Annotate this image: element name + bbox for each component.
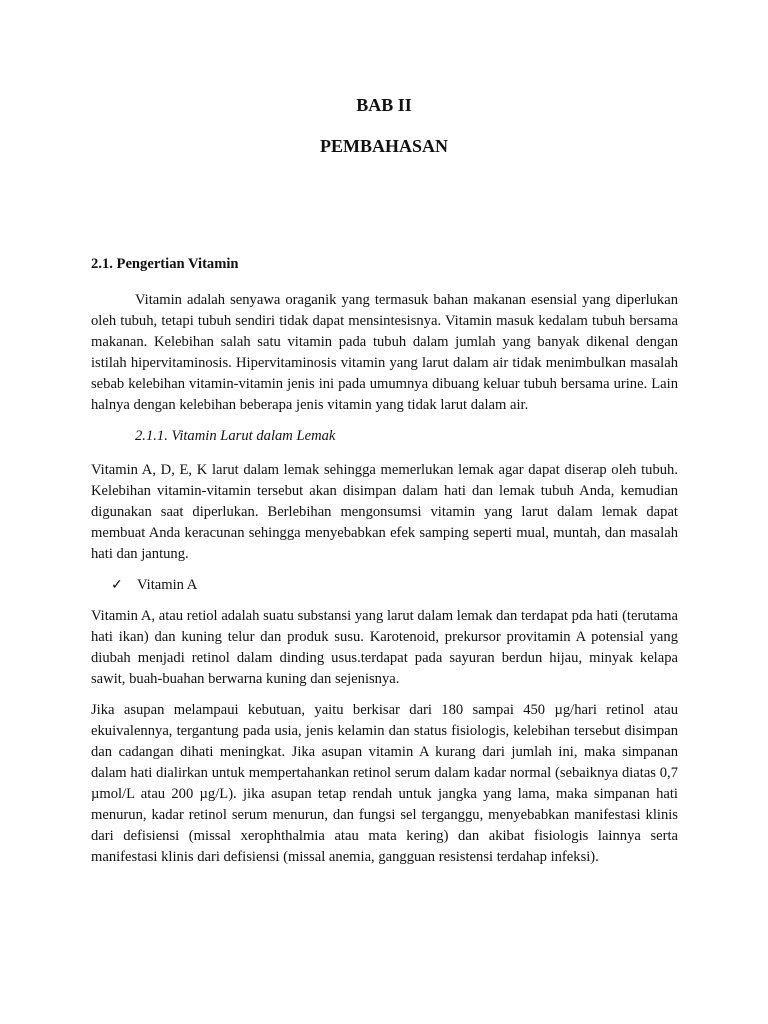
document-body — [91, 254, 678, 878]
subsection-paragraph: Vitamin A, D, E, K larut dalam lemak sehingga memerlukan lemak agar dapat diserap oleh tubuh. Kelebihan vitamin-vitamin tersebut akan disimpan dalam hati dan lemak tubuh Anda, kemudian digunakan saat diperlukan. Berlebihan mengonsumsi vitamin yang larut dalam lemak dapat membuat Anda keracunan sehingga menyebabkan efek samping seperti mual, muntah, dan masalah hati dan jantung. — [91, 462, 678, 562]
chapter-number: BAB II — [356, 95, 412, 115]
section-heading: 2.1. Pengertian Vitamin — [91, 256, 239, 272]
chapter-title: PEMBAHASAN — [319, 136, 448, 156]
vitamin-a-paragraph-2: Jika asupan melampaui kebutuan, yaitu berkisar dari 180 sampai 450 µg/hari retinol atau ekuivalennya, tergantung pada usia, jenis kelamin dan status fisiologis, kelebihan tersebut disimpan dan cadangan dihati meningkat. Jika asupan vitamin A kurang dari jumlah ini, maka simpanan dalam hati dialirkan untuk mempertahankan retinol serum dalam kadar normal (sebaiknya diatas 0,7 µmol/L atau 200 µg/L). jika asupan tetap rendah untuk jangka yang lama, maka simpanan hati menurun, kadar retinol serum menurun, dan fungsi sel terganggu, menyebabkan manifestasi klinis dari defisiensi (missal xerophthalmia atau mata kering) dan akibat fisiologis lainnya serta manifestasi klinis dari defisiensi (missal anemia, gangguan resistensi terdahap infeksi). — [91, 702, 678, 865]
subsection-heading: 2.1.1. Vitamin Larut dalam Lemak — [135, 428, 336, 444]
checkmark-icon: ✓ — [111, 578, 123, 593]
vitamin-a-label: Vitamin A — [137, 577, 198, 593]
section-paragraph: Vitamin adalah senyawa oraganik yang termasuk bahan makanan esensial yang diperlukan oleh tubuh, tetapi tubuh sendiri tidak dapat mensintesisnya. Vitamin masuk kedalam tubuh bersama makanan. Kelebihan salah satu vitamin pada tubuh dalam jumlah yang banyak dikenal dengan istilah hipervitaminosis. Hipervitaminosis vitamin yang larut dalam air tidak menimbulkan masalah sebab kelebihan vitamin-vitamin jenis ini pada umumnya dibuang keluar tubuh bersama urine. Lain halnya dengan kelebihan beberapa jenis vitamin yang tidak larut dalam air. — [91, 292, 678, 413]
vitamin-a-list-item — [91, 575, 678, 596]
vitamin-a-paragraph-1: Vitamin A, atau retiol adalah suatu substansi yang larut dalam lemak dan terdapat pda hati (terutama hati ikan) dan kuning telur dan produk susu. Karotenoid, prekursor provitamin A potensial yang diubah menjadi retinol dalam dinding usus.terdapat pada sayuran berdun hijau, minyak kelapa sawit, buah-buahan berwarna kuning dan sejenisnya. — [91, 608, 678, 687]
